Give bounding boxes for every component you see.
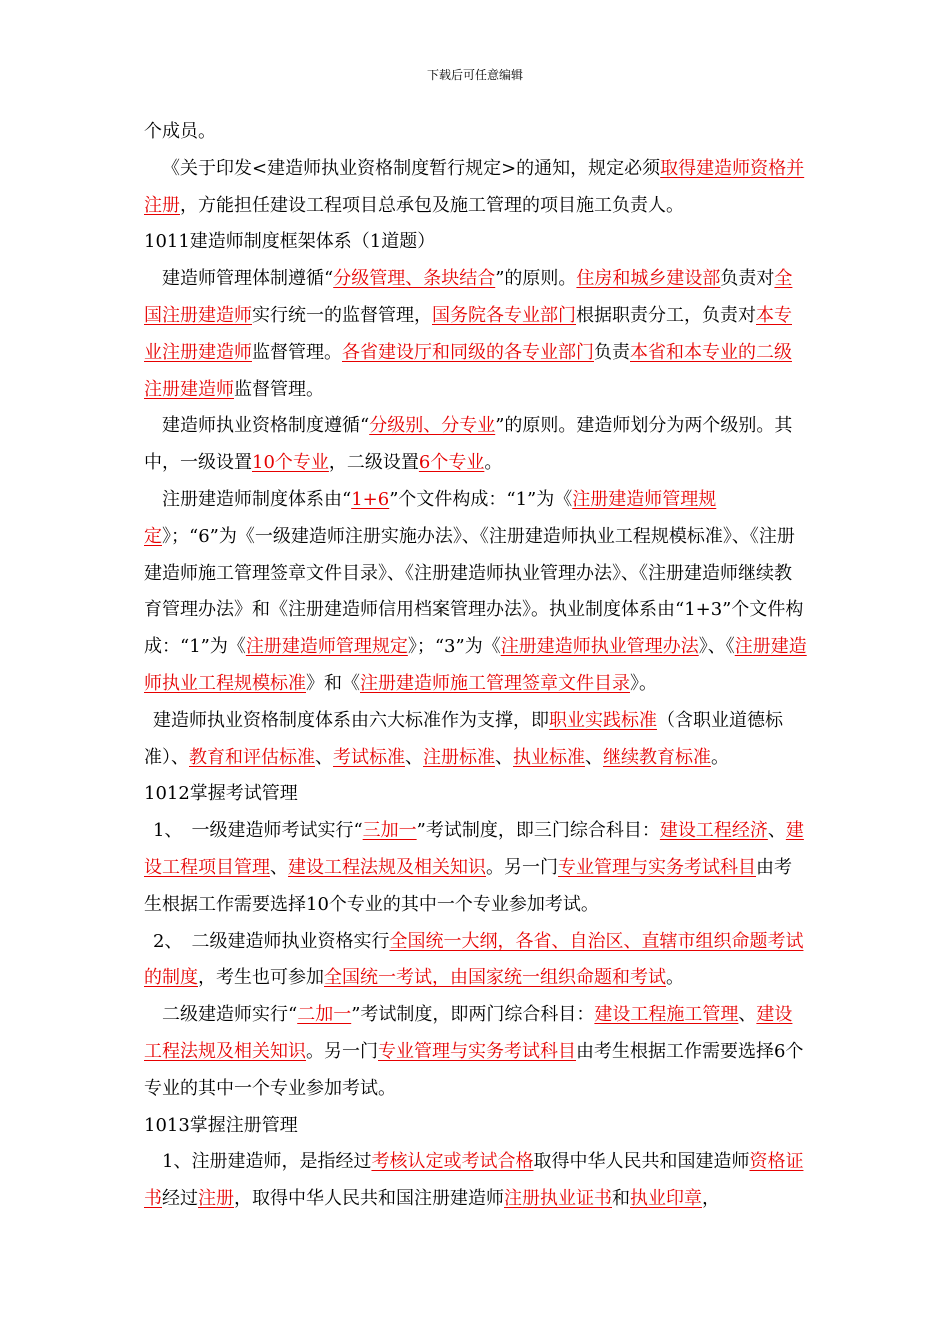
paragraph: [144, 261, 808, 408]
paragraph: [144, 997, 808, 1107]
text-run: 监督管理。: [234, 378, 324, 400]
text-run: ”的原则。建造师划分为两个级别。其中，一级设置: [144, 415, 793, 474]
text-run: ”考试制度，即三门综合科目：: [416, 820, 660, 842]
paragraph: [144, 151, 808, 225]
text-run: 2、 二级建造师执业资格实行: [153, 930, 390, 952]
highlighted-term: 教育和评估标准: [189, 746, 315, 768]
text-run: 注册建造师制度体系由“: [162, 488, 352, 510]
text-run: 1012掌握考试管理: [144, 783, 298, 805]
text-run: 。: [711, 746, 729, 768]
page-header: 下载后可任意编辑: [426, 68, 523, 82]
highlighted-term: 考试标准: [333, 746, 405, 768]
paragraph: [144, 924, 808, 998]
highlighted-term: 三加一: [362, 820, 417, 842]
highlighted-term: 注册建造师执业工程规模标准: [144, 636, 807, 694]
highlighted-term: 取得建造师资格并注册: [144, 157, 805, 216]
highlighted-term: 国务院各专业部门: [432, 304, 576, 326]
document-body: [144, 114, 808, 1218]
highlighted-term: 职业实践标准: [549, 709, 657, 731]
highlighted-term: 建设工程经济: [659, 820, 768, 842]
highlighted-term: 专业管理与实务考试科目: [378, 1040, 576, 1062]
highlighted-term: 资格证书: [144, 1151, 804, 1210]
text-run: 》；“6”为《一级建造师注册实施办法》、《注册建造师执业工程规模标准》、《注册建造师施工管理签章文件目录》、《注册建造师执业管理办法》、《注册建造师继续教育管理办法》和《注册建造师信用档案管理办法》。执业制度体系由“1+3”个文件构成：“1”为《: [144, 525, 804, 658]
highlighted-term: 全国统一考试，由国家统一组织命题和考试: [324, 967, 666, 989]
highlighted-term: 注册建造师管理规定: [245, 636, 408, 658]
text-run: ，取得中华人民共和国注册建造师: [234, 1188, 504, 1210]
highlighted-term: 6个专业: [418, 452, 485, 474]
text-run: 负责: [594, 341, 630, 363]
highlighted-term: 注册建造师施工管理签章文件目录: [360, 672, 630, 694]
text-run: 、: [767, 820, 786, 842]
text-run: （含职业道德标准）、: [144, 709, 783, 768]
text-run: 1、注册建造师，是指经过: [162, 1151, 372, 1173]
highlighted-term: 各省建设厅和同级的各专业部门: [342, 341, 594, 363]
text-run: 建造师执业资格制度体系由六大标准作为支撑，即: [153, 709, 549, 731]
highlighted-term: 二加一: [297, 1004, 352, 1026]
text-run: 、: [270, 856, 288, 878]
text-run: 根据职责分工，负责对: [576, 304, 756, 326]
text-run: 》、《: [698, 636, 735, 658]
highlighted-term: 建设工程项目管理: [144, 820, 804, 878]
text-run: ”考试制度，即两门综合科目：: [351, 1004, 595, 1026]
text-run: 建造师执业资格制度遵循“: [162, 415, 370, 437]
highlighted-term: 注册: [198, 1188, 234, 1210]
paragraph: [144, 482, 808, 703]
highlighted-term: 继续教育标准: [603, 746, 711, 768]
text-run: 。另一门: [306, 1040, 378, 1062]
highlighted-term: 本省和本专业的二级注册建造师: [144, 341, 792, 400]
paragraph: [144, 703, 808, 777]
paragraph: [144, 408, 808, 482]
highlighted-term: 专业管理与实务考试科目: [558, 856, 756, 878]
highlighted-term: 执业印章: [630, 1188, 702, 1210]
text-run: 》和《: [306, 672, 360, 694]
text-run: ”的原则。: [495, 268, 577, 290]
text-run: 二级建造师实行“: [162, 1004, 298, 1026]
text-run: 监督管理。: [252, 341, 342, 363]
highlighted-term: 执业标准: [513, 746, 585, 768]
text-run: 建造师管理体制遵循“: [162, 268, 334, 290]
highlighted-term: 1+6: [351, 488, 390, 510]
paragraph: [144, 1144, 808, 1218]
text-run: 。: [484, 452, 503, 474]
text-run: 、: [585, 746, 603, 768]
text-run: 。另一门: [486, 856, 558, 878]
highlighted-term: 注册执业证书: [504, 1188, 612, 1210]
text-run: 1011建造师制度框架体系（1道题）: [144, 231, 436, 253]
text-run: 、: [495, 746, 513, 768]
text-run: ，方能担任建设工程项目总承包及施工管理的项目施工负责人。: [180, 194, 684, 216]
paragraph: [144, 224, 808, 261]
text-run: 、: [405, 746, 423, 768]
text-run: ，: [702, 1188, 720, 1210]
text-run: 。: [666, 967, 684, 989]
text-run: 》；“3”为《: [407, 636, 501, 658]
highlighted-term: 全国统一大纲，各省、自治区、直辖市组织命题考试的制度: [144, 930, 804, 989]
text-run: 和: [612, 1188, 630, 1210]
highlighted-term: 全国注册建造师: [144, 268, 793, 326]
highlighted-term: 注册标准: [423, 746, 495, 768]
paragraph: [144, 813, 808, 923]
highlighted-term: 本专业注册建造师: [144, 304, 792, 363]
text-run: 由考生根据工作需要选择6个专业的其中一个专业参加考试。: [144, 1040, 804, 1099]
text-run: 经过: [162, 1188, 198, 1210]
text-run: 个成员。: [144, 121, 216, 142]
text-run: 由考生根据工作需要选择10个专业的其中一个专业参加考试。: [144, 856, 792, 915]
highlighted-term: 分级管理、条块结合: [333, 268, 496, 290]
highlighted-term: 建设工程法规及相关知识: [288, 856, 486, 878]
highlighted-term: 注册建造师管理规定: [144, 488, 717, 547]
text-run: 《关于印发<建造师执业资格制度暂行规定>的通知，规定必须: [162, 157, 661, 179]
text-run: 负责对: [720, 268, 775, 290]
text-run: 、: [738, 1004, 757, 1026]
highlighted-term: 住房和城乡建设部: [576, 268, 721, 290]
text-run: 1013掌握注册管理: [144, 1114, 298, 1136]
text-run: 实行统一的监督管理，: [252, 304, 432, 326]
paragraph: [144, 776, 808, 813]
highlighted-term: 建设工程法规及相关知识: [144, 1004, 793, 1062]
text-run: ，考生也可参加: [198, 967, 324, 989]
text-run: 》。: [630, 672, 657, 694]
text-run: ”个文件构成：“1”为《: [389, 488, 573, 510]
highlighted-term: 10个专业: [252, 452, 329, 474]
highlighted-term: 注册建造师执业管理办法: [500, 636, 699, 658]
text-run: 取得中华人民共和国建造师: [533, 1151, 750, 1173]
text-run: 、: [315, 746, 333, 768]
paragraph: [144, 1108, 808, 1145]
highlighted-term: 建设工程施工管理: [594, 1004, 739, 1026]
paragraph: [144, 114, 808, 151]
highlighted-term: 考核认定或考试合格: [371, 1151, 534, 1173]
text-run: 1、 一级建造师考试实行“: [153, 820, 363, 842]
highlighted-term: 分级别、分专业: [369, 415, 496, 437]
text-run: ，二级设置: [328, 452, 419, 474]
